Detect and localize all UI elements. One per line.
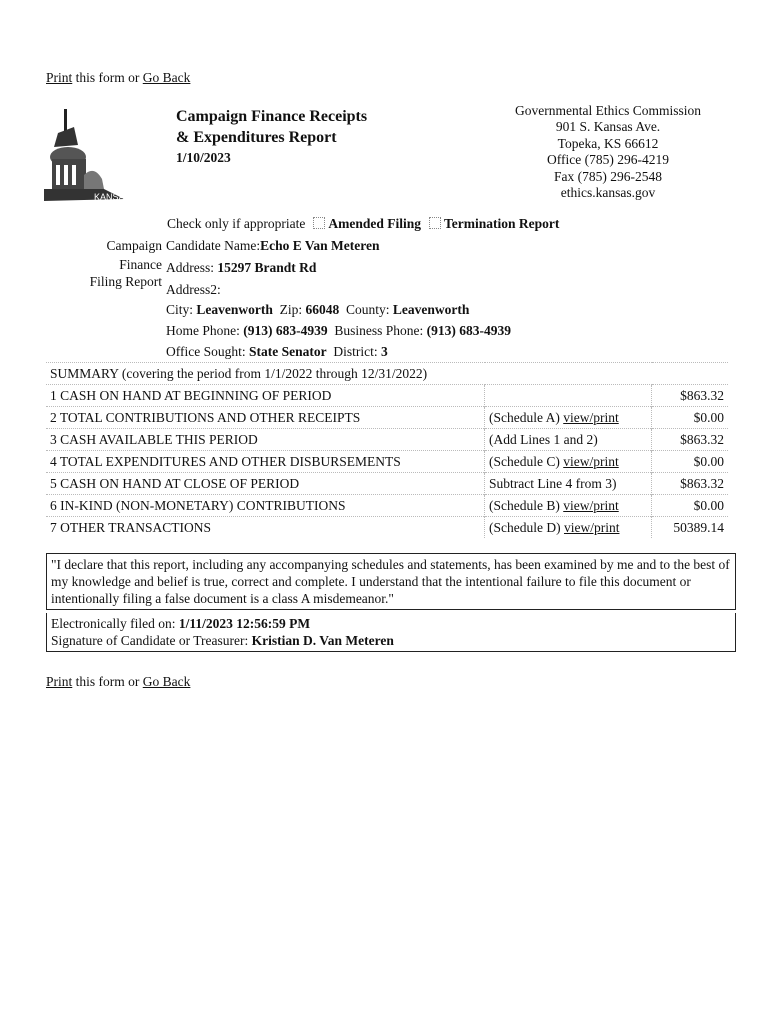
amended-label: Amended Filing <box>328 216 421 231</box>
table-row <box>46 407 728 429</box>
business-phone-label: Business Phone: <box>334 323 427 338</box>
table-row <box>46 451 728 473</box>
row-amount: $0.00 <box>652 495 729 517</box>
row-label: 3 CASH AVAILABLE THIS PERIOD <box>46 429 485 451</box>
row-schedule: (Schedule C) view/print <box>485 451 652 473</box>
termination-label: Termination Report <box>443 216 560 231</box>
schedule-b-view-link[interactable]: view/print <box>563 497 619 513</box>
row-amount: $863.32 <box>652 385 729 407</box>
top-nav <box>46 70 190 86</box>
table-row <box>46 429 728 451</box>
table-row <box>46 495 728 517</box>
row-label: 1 CASH ON HAND AT BEGINNING OF PERIOD <box>46 385 485 407</box>
side-label-campaign: Campaign <box>106 238 162 253</box>
row-schedule: (Schedule D) view/print <box>485 517 652 539</box>
county-value: Leavenworth <box>392 302 470 317</box>
schedule-d-view-link[interactable]: view/print <box>563 519 620 535</box>
signature-name: Kristian D. Van Meteren <box>251 633 394 648</box>
report-date: 1/10/2023 <box>176 150 231 165</box>
business-phone-value: (913) 683-4939 <box>426 323 512 338</box>
home-phone-value: (913) 683-4939 <box>243 323 328 338</box>
candidate-name-label: Candidate Name: <box>166 238 261 253</box>
city-row <box>166 302 469 318</box>
address2-row <box>166 282 221 298</box>
agency-fax: Fax (785) 296-2548 <box>554 168 662 184</box>
row-schedule: (Schedule A) view/print <box>485 407 652 429</box>
declaration-box: "I declare that this report, including any accompanying schedules and statements, has been examined by me and to the best of my knowledge and belief is true, correct and complete. I understand that the intentional failure to file this document or intentionally filing a false document is a class A misdemeanor." <box>46 553 736 610</box>
agency-name: Governmental Ethics Commission <box>515 103 701 118</box>
report-title <box>176 106 367 168</box>
zip-label: Zip: <box>279 302 306 317</box>
office-value: State Senator <box>249 344 327 359</box>
title-line-1: Campaign Finance Receipts <box>176 108 368 125</box>
agency-office-phone: Office (785) 296-4219 <box>547 152 669 168</box>
filed-label: Electronically filed on: <box>51 616 179 631</box>
address2-label: Address2: <box>166 282 221 297</box>
row-amount: 50389.14 <box>652 517 729 539</box>
address-value: 15297 Brandt Rd <box>217 260 317 275</box>
summary-table <box>46 362 728 538</box>
zip-value: 66048 <box>305 302 340 317</box>
row-amount: $863.32 <box>652 429 729 451</box>
county-label: County: <box>346 302 393 317</box>
row-label: 4 TOTAL EXPENDITURES AND OTHER DISBURSEMENTS <box>46 451 485 473</box>
office-label: Office Sought: <box>166 344 249 359</box>
side-label-finance: Finance <box>119 257 162 272</box>
district-value: 3 <box>381 344 388 359</box>
agency-city: Topeka, KS 66612 <box>557 135 659 151</box>
table-row <box>46 385 728 407</box>
summary-header-row <box>46 363 728 385</box>
print-link-bottom[interactable]: Print <box>46 674 73 689</box>
candidate-name: Echo E Van Meteren <box>260 238 380 253</box>
agency-address <box>492 103 724 201</box>
row-amount: $0.00 <box>652 407 729 429</box>
filing-type-line <box>167 216 559 232</box>
table-row <box>46 473 728 495</box>
agency-website: ethics.kansas.gov <box>560 185 656 201</box>
city-label: City: <box>166 302 197 317</box>
summary-header: SUMMARY (covering the period from 1/1/2022 through 12/31/2022) <box>46 363 728 385</box>
side-label-filing-report: Filing Report <box>89 274 162 289</box>
row-amount: $863.32 <box>652 473 729 495</box>
address-label: Address: <box>166 260 218 275</box>
row-schedule: (Schedule B) view/print <box>485 495 652 517</box>
row-label: 2 TOTAL CONTRIBUTIONS AND OTHER RECEIPTS <box>46 407 485 429</box>
row-label: 5 CASH ON HAND AT CLOSE OF PERIOD <box>46 473 485 495</box>
kansas-seal-icon <box>44 105 131 205</box>
nav-text: this form or <box>72 70 143 85</box>
district-label: District: <box>333 344 381 359</box>
seal-label: KANSAS <box>94 192 131 202</box>
bottom-nav <box>46 674 190 690</box>
check-label: Check only if appropriate <box>167 216 306 231</box>
row-schedule: Subtract Line 4 from 3) <box>485 473 652 495</box>
schedule-a-view-link[interactable]: view/print <box>563 409 619 425</box>
print-link[interactable]: Print <box>46 70 73 85</box>
table-row <box>46 517 728 539</box>
address-row <box>166 260 316 276</box>
home-phone-label: Home Phone: <box>166 323 244 338</box>
row-label: 7 OTHER TRANSACTIONS <box>46 517 485 539</box>
candidate-name-row <box>166 238 379 254</box>
termination-checkbox[interactable] <box>429 217 441 229</box>
row-schedule: (Add Lines 1 and 2) <box>485 429 652 451</box>
row-schedule <box>485 385 652 407</box>
city-value: Leavenworth <box>196 302 273 317</box>
row-amount: $0.00 <box>652 451 729 473</box>
go-back-link[interactable]: Go Back <box>142 70 191 85</box>
go-back-link-bottom[interactable]: Go Back <box>142 674 191 689</box>
title-line-2: & Expenditures Report <box>176 129 337 146</box>
amended-checkbox[interactable] <box>313 217 325 229</box>
signature-label: Signature of Candidate or Treasurer: <box>51 633 252 648</box>
nav-text-bottom: this form or <box>72 674 143 689</box>
signature-box <box>46 613 736 652</box>
agency-street: 901 S. Kansas Ave. <box>555 119 661 135</box>
row-label: 6 IN-KIND (NON-MONETARY) CONTRIBUTIONS <box>46 495 485 517</box>
office-row <box>166 344 388 360</box>
schedule-c-view-link[interactable]: view/print <box>563 453 619 469</box>
filed-on-value: 1/11/2023 12:56:59 PM <box>178 616 311 631</box>
phone-row <box>166 323 511 339</box>
